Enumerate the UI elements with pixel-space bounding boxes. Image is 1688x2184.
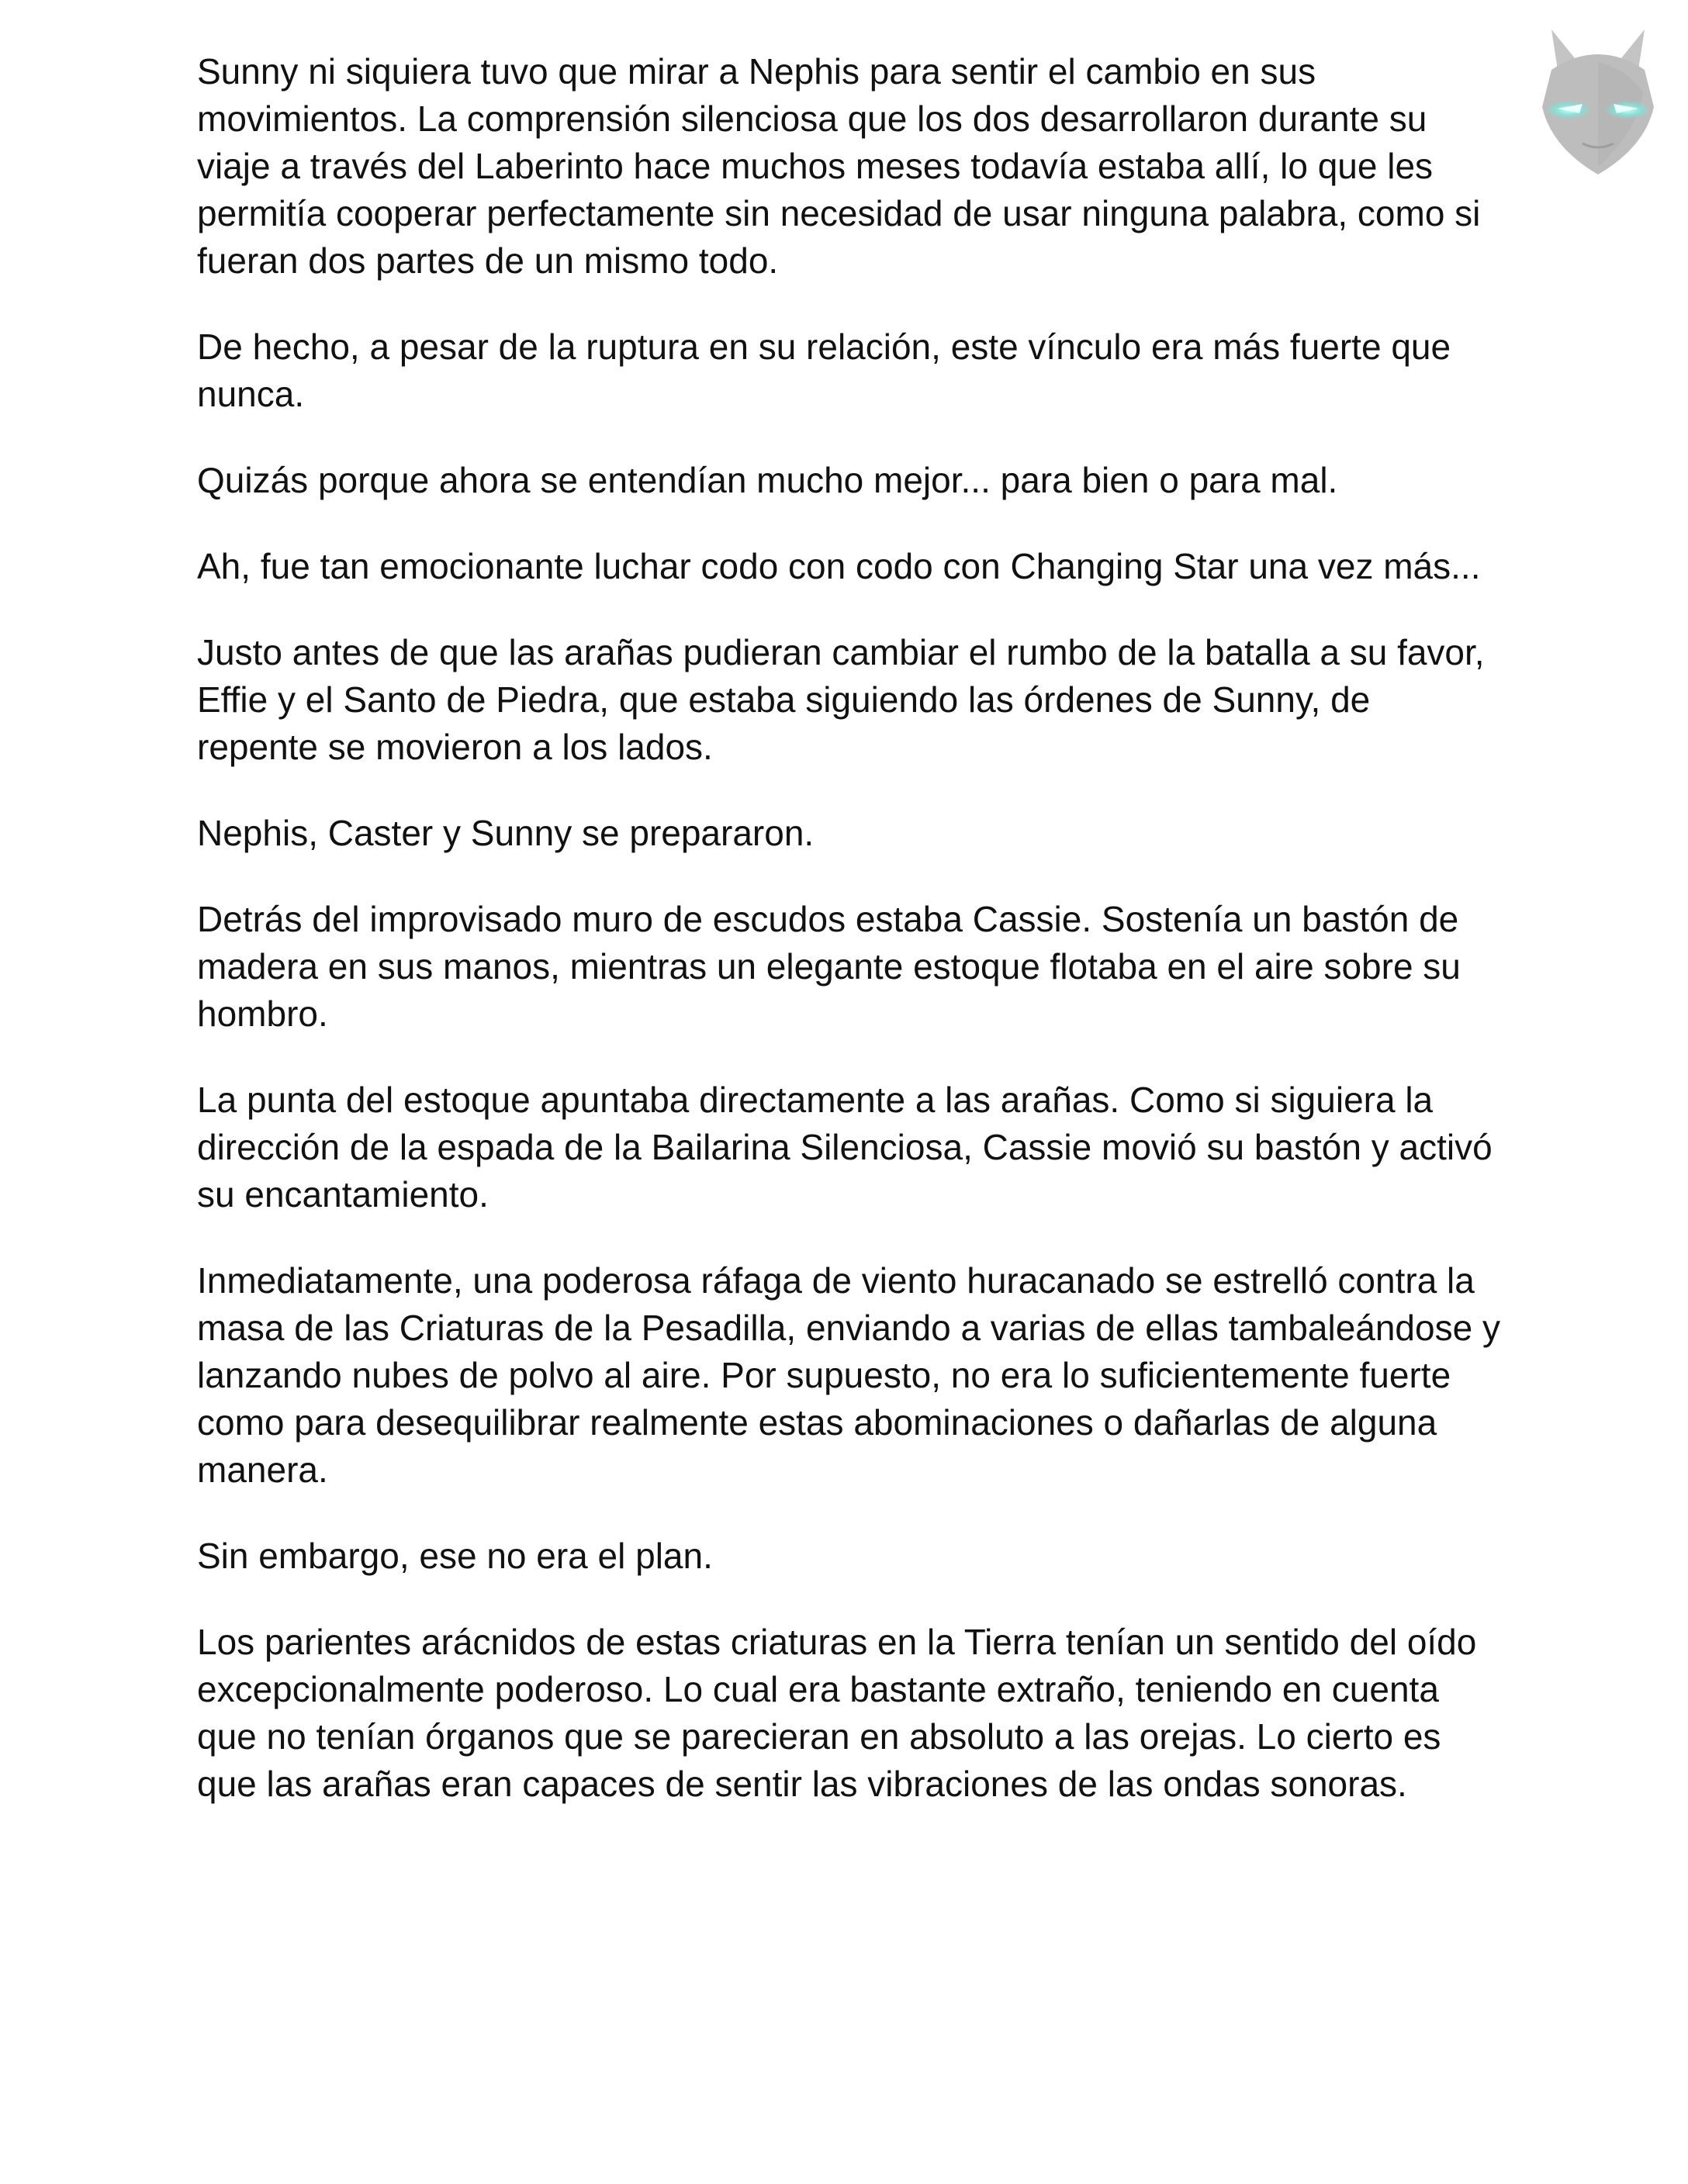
horned-demon-mask-icon xyxy=(1520,16,1676,186)
paragraph: Justo antes de que las arañas pudieran cambiar el rumbo de la batalla a su favor, Effie y el Santo de Piedra, que estaba siguiendo las órdenes de Sunny, de repente se movieron a los lados. xyxy=(197,632,1485,767)
paragraph: Quizás porque ahora se entendían mucho mejor... para bien o para mal. xyxy=(197,460,1338,500)
paragraph: Los parientes arácnidos de estas criaturas en la Tierra tenían un sentido del oído excepcionalmente poderoso. Lo cual era bastante extraño, teniendo en cuenta que no tenían órganos que se parecieran en absoluto a las orejas. Lo cierto es que las arañas eran capaces de sentir las vibraciones de las ondas sonoras. xyxy=(197,1622,1477,1804)
chapter-text xyxy=(197,48,1500,1847)
paragraph: Inmediatamente, una poderosa ráfaga de viento huracanado se estrelló contra la masa de las Criaturas de la Pesadilla, enviando a varias de ellas tambaleándose y lanzando nubes de polvo al aire. Por supuesto, no era lo suficientemente fuerte como para desequilibrar realmente estas abominaciones o dañarlas de alguna manera. xyxy=(197,1260,1500,1490)
paragraph: Nephis, Caster y Sunny se prepararon. xyxy=(197,813,815,853)
paragraph: Sunny ni siquiera tuvo que mirar a Nephis para sentir el cambio en sus movimientos. La comprensión silenciosa que los dos desarrollaron durante su viaje a través del Laberinto hace muchos meses todavía estaba allí, lo que les permitía cooperar perfectamente sin necesidad de usar ninguna palabra, como si fueran dos partes de un mismo todo. xyxy=(197,51,1481,281)
paragraph: Ah, fue tan emocionante luchar codo con codo con Changing Star una vez más... xyxy=(197,546,1481,586)
paragraph: De hecho, a pesar de la ruptura en su relación, este vínculo era más fuerte que nunca. xyxy=(197,327,1451,414)
paragraph: La punta del estoque apuntaba directamente a las arañas. Como si siguiera la dirección de la espada de la Bailarina Silenciosa, Cassie movió su bastón y activó su encantamiento. xyxy=(197,1080,1493,1215)
paragraph: Detrás del improvisado muro de escudos estaba Cassie. Sostenía un bastón de madera en sus manos, mientras un elegante estoque flotaba en el aire sobre su hombro. xyxy=(197,899,1461,1034)
paragraph: Sin embargo, ese no era el plan. xyxy=(197,1536,713,1576)
